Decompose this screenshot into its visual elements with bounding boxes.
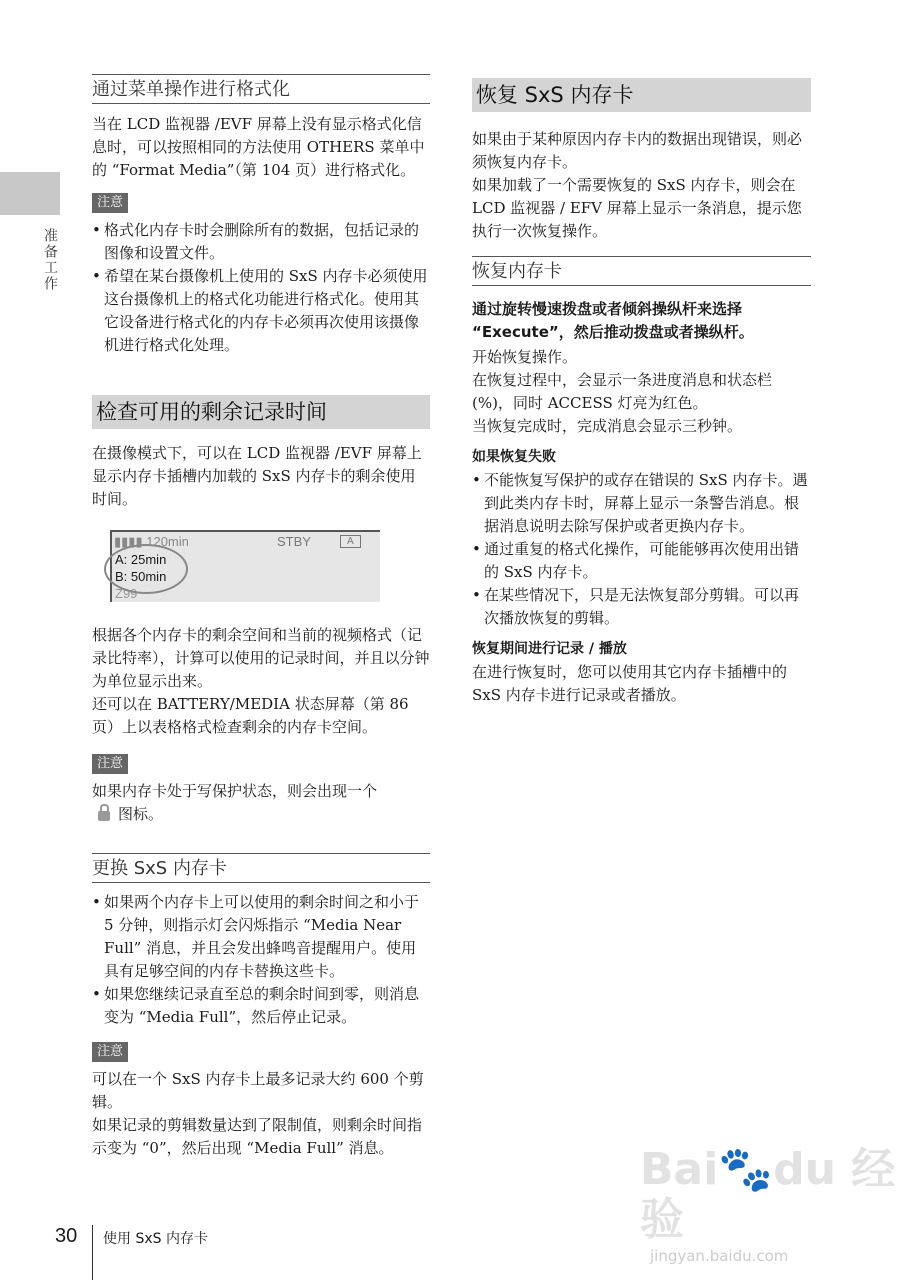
paragraph: 如果记录的剪辑数量达到了限制值，则剩余时间指示变为 “0”，然后出现 “Media Full” 消息。: [92, 1116, 423, 1157]
section-heading: 恢复内存卡: [472, 256, 811, 286]
slot-b-time: B: 50min: [115, 569, 167, 584]
remaining-time-details: [92, 624, 430, 826]
chapter-tab: [0, 172, 60, 215]
subheading: 如果恢复失败: [472, 449, 556, 465]
footer-section-title: 使用 SxS 内存卡: [103, 1231, 208, 1247]
paragraph: 如果加载了一个需要恢复的 SxS 内存卡，则会在 LCD 监视器 / EFV 屏幕上显示一条消息，提示您执行一次恢复操作。: [472, 176, 802, 240]
list-item: • 通过重复的格式化操作，可能能够再次使用出错的 SxS 内存卡。: [472, 538, 811, 584]
paragraph: 根据各个内存卡的剩余空间和当前的视频格式（记录比特率），计算可以使用的记录时间，并且以分钟为单位显示出来。: [92, 626, 430, 690]
list-item: • 在某些情况下，只是无法恢复部分剪辑。可以再次播放恢复的剪辑。: [472, 584, 811, 630]
paragraph: 如果内存卡处于写保护状态，则会出现一个 图标。: [92, 782, 378, 823]
step-instruction: 通过旋转慢速拨盘或者倾斜操纵杆来选择 “Execute”，然后推动拨盘或者操纵杆。: [472, 300, 754, 341]
section-heading: 更换 SxS 内存卡: [92, 853, 430, 883]
list-item: • 不能恢复写保护的或存在错误的 SxS 内存卡。遇到此类内存卡时，屏幕上显示一条警告消息。根据消息说明去除写保护或者更换内存卡。: [472, 469, 811, 538]
counter: Z99: [115, 586, 138, 601]
status-text: STBY: [277, 534, 311, 549]
chapter-label: 准备工作: [42, 228, 58, 292]
restore-card-section: [472, 256, 811, 707]
highlight-circle: [104, 544, 188, 594]
lcd-screen-illustration: [110, 530, 380, 602]
list-item: • 格式化内存卡时会删除所有的数据，包括记录的图像和设置文件。: [92, 219, 430, 265]
paragraph: 当在 LCD 监视器 /EVF 屏幕上没有显示格式化信息时，可以按照相同的方法使用 OTHERS 菜单中的 “Format Media”（第 104 页）进行格式化。: [92, 115, 425, 179]
paragraph: 开始恢复操作。: [472, 348, 578, 366]
format-menu-section: [92, 74, 430, 357]
footer-divider: [92, 1225, 93, 1280]
battery-remaining: ▮▮▮▮ 120min: [114, 534, 189, 549]
paragraph: 当恢复完成时，完成消息会显示三秒钟。: [472, 417, 743, 435]
section-heading: 通过菜单操作进行格式化: [92, 74, 430, 104]
section-heading: 检查可用的剩余记录时间: [92, 395, 430, 429]
bullet-list: [92, 891, 430, 1029]
list-item: • 如果您继续记录直至总的剩余时间到零，则消息变为 “Media Full”，然后停止记录。: [92, 983, 430, 1029]
bullet-list: [92, 219, 430, 357]
paragraph: 可以在一个 SxS 内存卡上最多记录大约 600 个剪辑。: [92, 1070, 424, 1111]
list-item: • 希望在某台摄像机上使用的 SxS 内存卡必须使用这台摄像机上的格式化功能进行格式化。使用其它设备进行格式化的内存卡必须再次使用该摄像机进行格式化处理。: [92, 265, 430, 357]
remaining-time-section: [92, 395, 430, 511]
replace-card-section: [92, 853, 430, 1160]
paragraph: 还可以在 BATTERY/MEDIA 状态屏幕（第 86 页）上以表格格式检查剩余的内存卡空间。: [92, 695, 409, 736]
list-item: • 如果两个内存卡上可以使用的剩余时间之和小于 5 分钟，则指示灯会闪烁指示 “Media Near Full” 消息，并且会发出蜂鸣音提醒用户。使用具有足够空间的内存卡替换这些卡。: [92, 891, 430, 983]
restore-section: [472, 78, 811, 243]
subheading: 恢复期间进行记录 / 播放: [472, 641, 627, 657]
watermark-logo: Bai🐾du 经验 jingyan.baidu.com: [640, 1144, 896, 1265]
lock-icon: [98, 811, 110, 821]
bullet-list: [472, 469, 811, 630]
slot-a-time: A: 25min: [115, 552, 167, 567]
paragraph: 在摄像模式下，可以在 LCD 监视器 /EVF 屏幕上显示内存卡插槽内加载的 SxS 内存卡的剩余使用时间。: [92, 444, 422, 508]
paragraph: 在进行恢复时，您可以使用其它内存卡插槽中的 SxS 内存卡进行记录或者播放。: [472, 663, 788, 704]
paragraph: 如果由于某种原因内存卡内的数据出现错误，则必须恢复内存卡。: [472, 130, 803, 171]
page-number: 30: [55, 1225, 78, 1247]
section-heading: 恢复 SxS 内存卡: [472, 78, 811, 112]
paragraph: 在恢复过程中，会显示一条进度消息和状态栏 (%)，同时 ACCESS 灯亮为红色。: [472, 371, 773, 412]
note-badge: 注意: [92, 754, 128, 774]
slot-indicator: A: [340, 535, 361, 548]
note-badge: 注意: [92, 1042, 128, 1062]
note-badge: 注意: [92, 193, 128, 213]
